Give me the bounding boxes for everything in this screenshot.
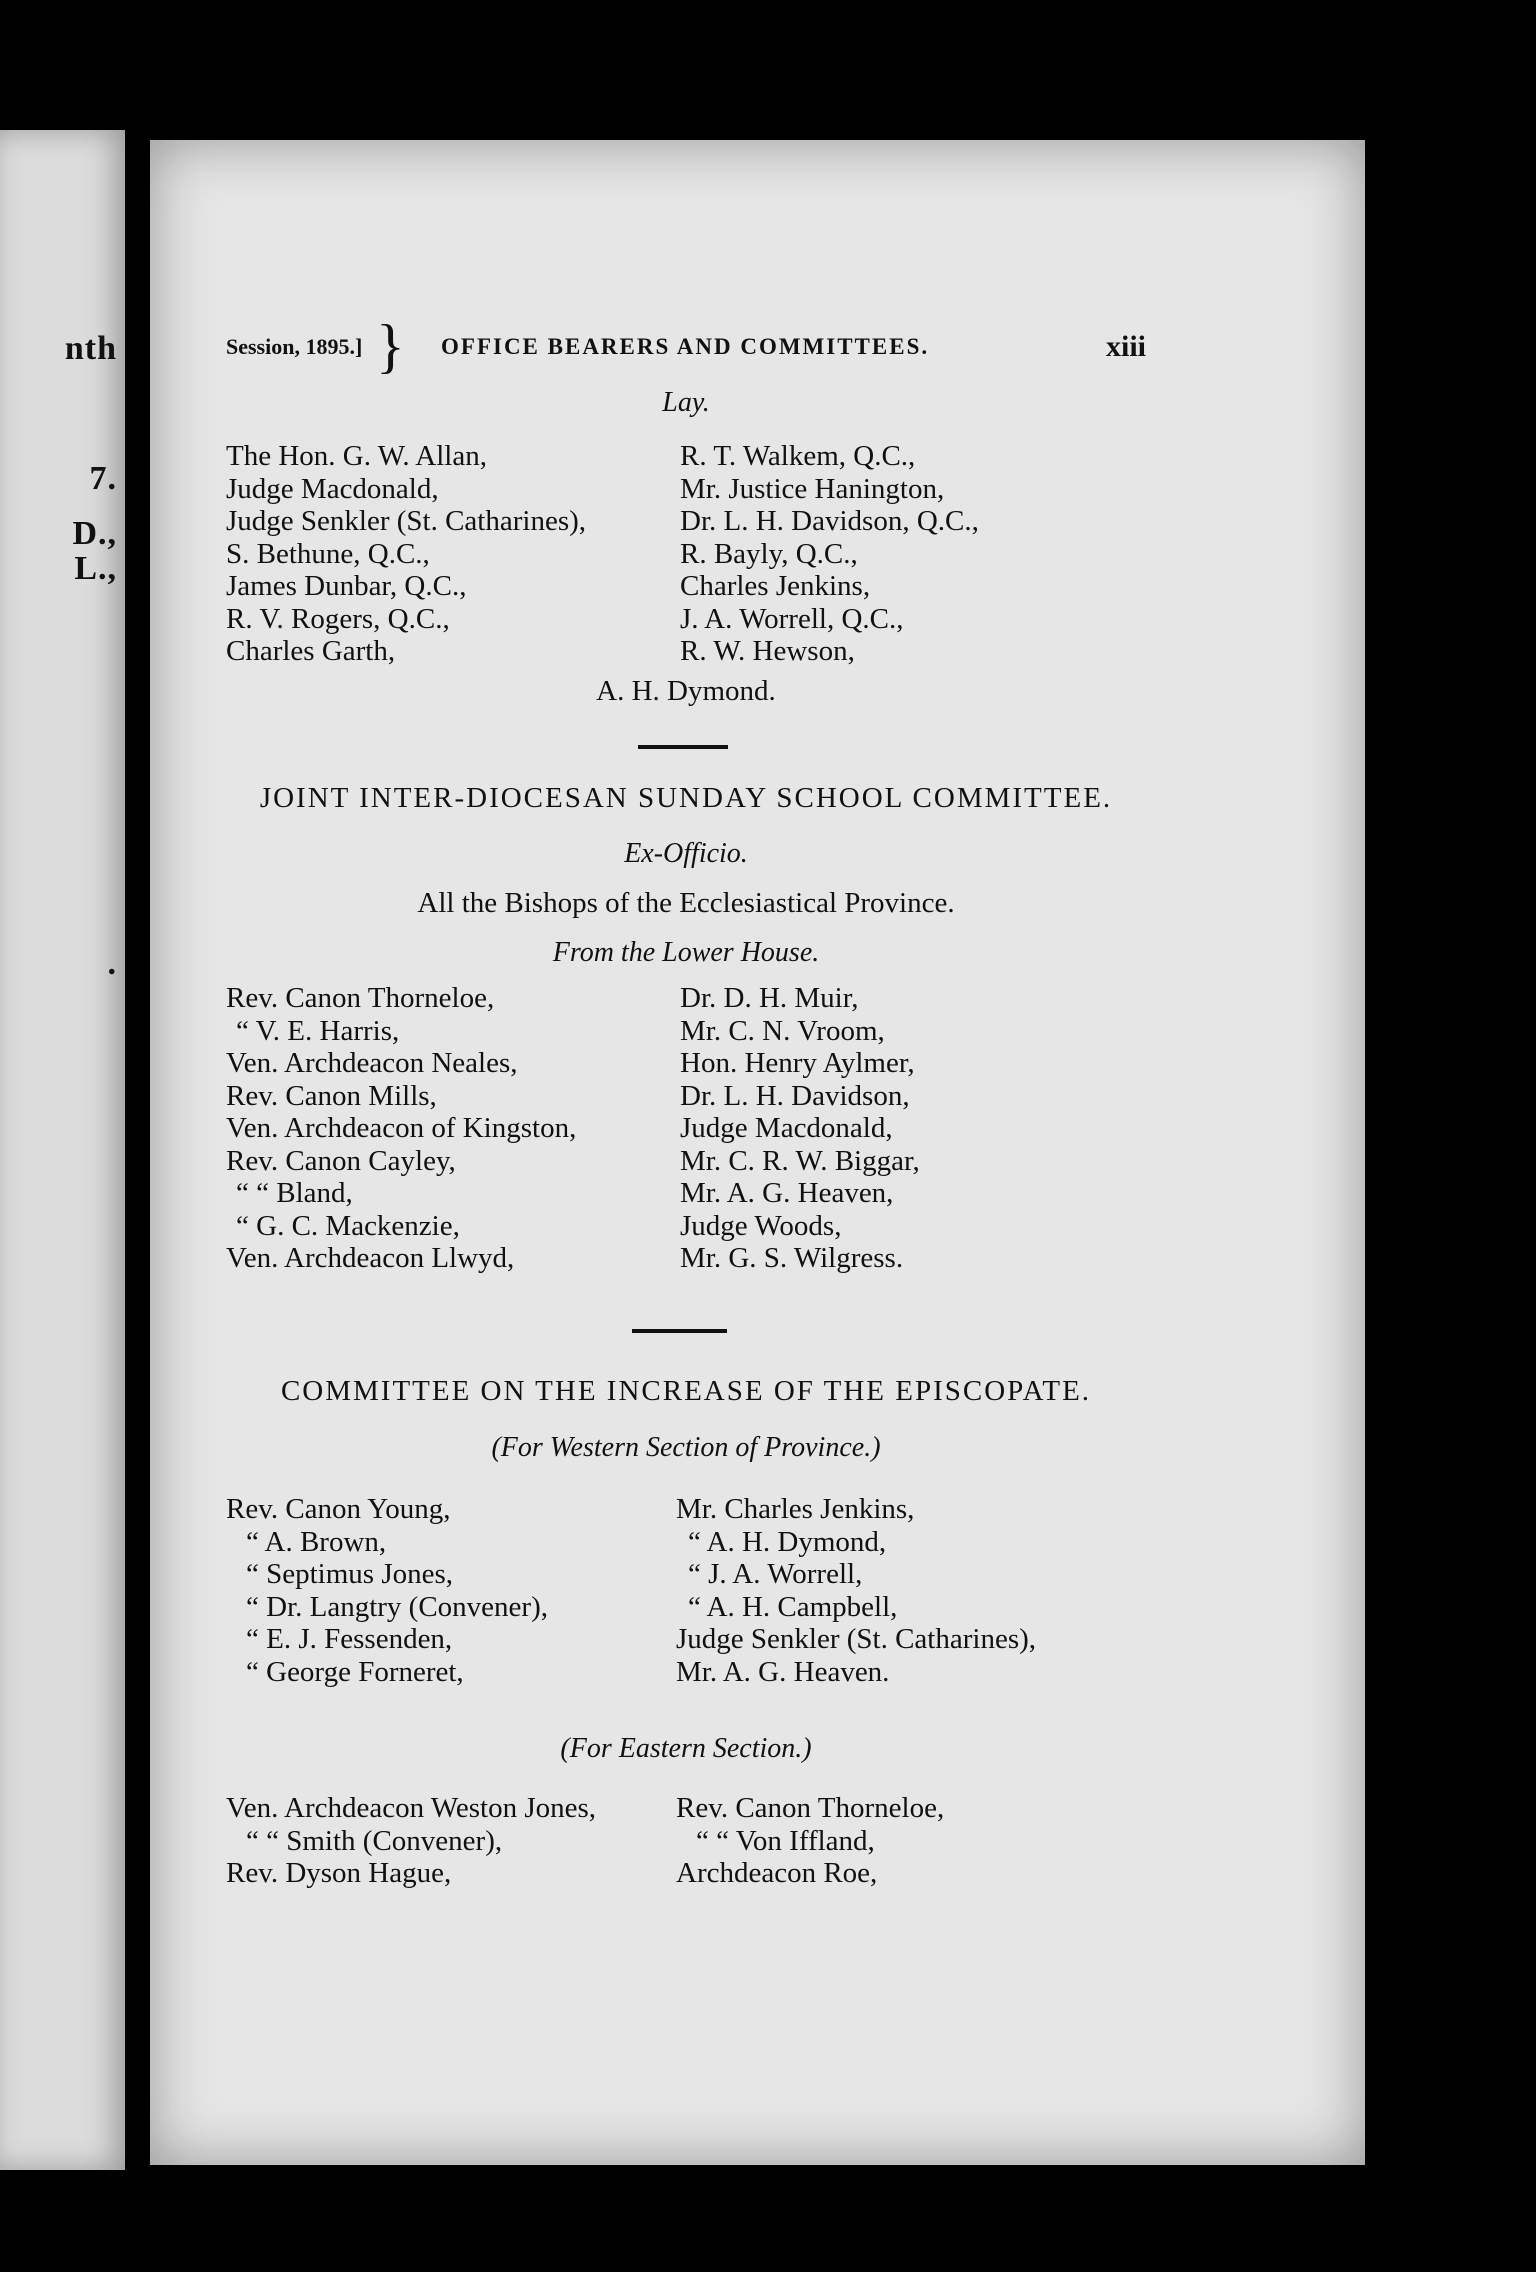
list-item: The Hon. G. W. Allan, <box>226 440 487 472</box>
list-item: “ “ Von Iffland, <box>696 1824 875 1857</box>
eastern-section-label: (For Eastern Section.) <box>560 1733 812 1764</box>
western-right-column <box>676 1493 1036 1688</box>
list-item: “ “ Smith (Convener), <box>246 1824 503 1857</box>
margin-fragment: D., <box>72 515 117 552</box>
lay-subheading: Lay. <box>662 387 710 418</box>
list-item: “ A. Brown, <box>246 1525 387 1558</box>
list-item: R. T. Walkem, Q.C., <box>680 440 916 472</box>
list-item: “ A. H. Dymond, <box>688 1525 887 1558</box>
list-item: Archdeacon Roe, <box>676 1857 878 1889</box>
list-item: J. A. Worrell, Q.C., <box>680 602 904 635</box>
ex-officio-label: Ex-Officio. <box>624 838 748 869</box>
list-item: Rev. Canon Mills, <box>226 1079 437 1112</box>
list-item: Dr. L. H. Davidson, Q.C., <box>680 505 979 537</box>
list-item: Rev. Dyson Hague, <box>226 1857 452 1889</box>
margin-fragment: 7. <box>89 460 117 497</box>
list-item: Ven. Archdeacon Weston Jones, <box>226 1792 597 1824</box>
list-item: Mr. A. G. Heaven. <box>676 1655 890 1688</box>
western-section-label: (For Western Section of Province.) <box>491 1432 881 1463</box>
list-item: “ E. J. Fessenden, <box>246 1623 453 1655</box>
list-item: Dr. D. H. Muir, <box>680 982 859 1014</box>
list-item: Mr. C. N. Vroom, <box>680 1014 885 1047</box>
list-item: S. Bethune, Q.C., <box>226 537 430 570</box>
list-item: “ Septimus Jones, <box>246 1558 454 1590</box>
ex-officio-text: All the Bishops of the Ecclesiastical Province. <box>417 887 955 919</box>
page-number: xiii <box>1105 330 1146 363</box>
list-item: R. W. Hewson, <box>680 635 855 667</box>
sunday-school-left-column <box>226 982 576 1275</box>
episcopate-heading: COMMITTEE ON THE INCREASE OF THE EPISCOPATE. <box>280 1375 1092 1407</box>
list-item: Mr. C. R. W. Biggar, <box>680 1144 920 1177</box>
list-item: “ “ Bland, <box>236 1177 353 1209</box>
lay-right-column <box>680 440 979 668</box>
list-item: Dr. L. H. Davidson, <box>680 1079 910 1112</box>
sunday-school-right-column <box>680 982 920 1275</box>
list-item: James Dunbar, Q.C., <box>226 570 467 602</box>
sunday-school-heading: JOINT INTER-DIOCESAN SUNDAY SCHOOL COMMITTEE. <box>259 782 1113 814</box>
list-item: Rev. Canon Young, <box>226 1493 451 1525</box>
running-title: OFFICE BEARERS AND COMMITTEES. <box>441 334 930 359</box>
list-item: Charles Garth, <box>226 635 396 667</box>
list-item: Judge Senkler (St. Catharines), <box>226 505 587 537</box>
list-item: Judge Macdonald, <box>226 472 439 505</box>
running-header <box>226 313 1146 379</box>
session-label: Session, 1895.] <box>226 334 363 359</box>
list-item: “ J. A. Worrell, <box>688 1558 863 1590</box>
list-item: Mr. A. G. Heaven, <box>680 1177 894 1209</box>
lay-final-name: A. H. Dymond. <box>596 675 776 707</box>
eastern-right-column <box>676 1792 944 1890</box>
list-item: R. V. Rogers, Q.C., <box>226 602 450 635</box>
lower-house-label: From the Lower House. <box>552 937 820 968</box>
list-item: R. Bayly, Q.C., <box>680 537 858 570</box>
list-item: Rev. Canon Thorneloe, <box>226 982 495 1014</box>
section-rule <box>638 745 728 749</box>
eastern-left-column <box>226 1792 596 1890</box>
section-rule <box>632 1329 727 1333</box>
list-item: Mr. Charles Jenkins, <box>676 1493 915 1525</box>
list-item: “ V. E. Harris, <box>236 1014 400 1047</box>
list-item: “ Dr. Langtry (Convener), <box>246 1590 548 1623</box>
list-item: “ A. H. Campbell, <box>688 1590 898 1623</box>
list-item: “ G. C. Mackenzie, <box>236 1209 460 1242</box>
list-item: Charles Jenkins, <box>680 570 871 602</box>
list-item: Rev. Canon Thorneloe, <box>676 1792 945 1824</box>
list-item: Judge Macdonald, <box>680 1112 893 1144</box>
western-left-column <box>226 1493 548 1688</box>
list-item: Hon. Henry Aylmer, <box>680 1047 915 1079</box>
margin-fragment: L., <box>74 550 117 587</box>
list-item: Mr. G. S. Wilgress. <box>680 1242 904 1274</box>
margin-fragment: nth <box>64 330 117 367</box>
list-item: Judge Senkler (St. Catharines), <box>676 1623 1037 1655</box>
lay-left-column <box>226 440 586 668</box>
list-item: Mr. Justice Hanington, <box>680 472 945 505</box>
list-item: Ven. Archdeacon Neales, <box>226 1047 518 1079</box>
list-item: Rev. Canon Cayley, <box>226 1144 456 1177</box>
list-item: Ven. Archdeacon of Kingston, <box>226 1112 577 1144</box>
margin-fragment: . <box>107 945 117 982</box>
list-item: Judge Woods, <box>680 1209 842 1242</box>
bracket-mark: } <box>376 313 405 379</box>
list-item: “ George Forneret, <box>246 1655 464 1688</box>
list-item: Ven. Archdeacon Llwyd, <box>226 1242 515 1274</box>
previous-page-edge <box>0 130 125 2170</box>
